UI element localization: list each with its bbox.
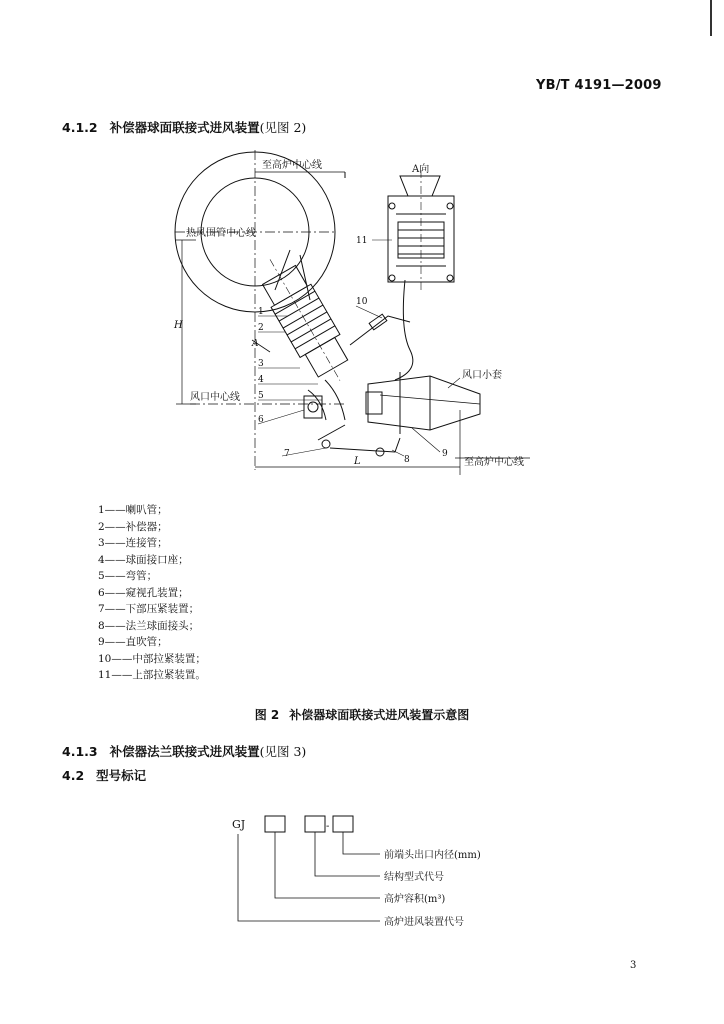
label-tuyere-small-sleeve: 风口小套 — [462, 370, 502, 381]
legend-item: 5——弯管； — [98, 570, 158, 582]
code-separator: - — [326, 821, 330, 832]
legend-item: 8——法兰球面接头； — [98, 619, 200, 632]
code-box-structure — [305, 816, 325, 832]
callout-11: 11 — [356, 236, 368, 246]
callout-9: 9 — [442, 449, 448, 459]
page-number: 3 — [630, 960, 637, 971]
section-number: 4.1.3 — [62, 744, 98, 759]
code-item-device: 高炉进风装置代号 — [384, 917, 464, 928]
legend-item: 1——喇叭管； — [98, 504, 168, 516]
code-item-diameter: 前端头出口内径(mm) — [384, 850, 481, 861]
caption-title: 补偿器球面联接式进风装置示意图 — [289, 708, 470, 722]
callout-10: 10 — [356, 297, 368, 307]
code-item-structure: 结构型式代号 — [384, 872, 444, 883]
label-tuyere-center: 风口中心线 — [190, 392, 240, 403]
section-title: 型号标记 — [96, 768, 147, 783]
figure-2-legend — [98, 502, 206, 684]
section-number: 4.1.2 — [62, 120, 98, 135]
label-to-furnace-center-top: 至高炉中心线 — [262, 160, 322, 171]
label-view-a: A向 — [412, 164, 430, 175]
code-box-volume — [265, 816, 285, 832]
callout-5: 5 — [258, 391, 264, 401]
legend-item: 9——直吹管； — [98, 636, 168, 648]
legend-item: 4——球面接口座； — [98, 553, 189, 566]
legend-item: 11——上部拉紧装置。 — [98, 669, 206, 681]
section-number: 4.2 — [62, 768, 85, 783]
legend-item: 3——连接管； — [98, 537, 168, 549]
callout-1: 1 — [258, 307, 264, 317]
callout-2: 2 — [258, 323, 264, 333]
label-dim-l: L — [354, 456, 361, 467]
section-figure-ref: (见图 3) — [259, 744, 307, 759]
legend-item: 6——窥视孔装置； — [98, 586, 189, 599]
callout-8: 8 — [404, 455, 410, 465]
section-title: 补偿器球面联接式进风装置 — [109, 120, 260, 135]
figure-2-caption — [0, 706, 724, 723]
label-dim-h: H — [174, 320, 183, 331]
callout-3: 3 — [258, 359, 264, 369]
callout-6: 6 — [258, 415, 264, 425]
code-item-volume: 高炉容积(m³) — [384, 894, 446, 905]
caption-number: 图 2 — [254, 708, 280, 722]
callout-7: 7 — [284, 449, 290, 459]
callout-4: 4 — [258, 375, 264, 385]
legend-item: 2——补偿器； — [98, 520, 168, 533]
section-figure-ref: (见图 2) — [259, 120, 307, 135]
section-title: 补偿器法兰联接式进风装置 — [109, 744, 260, 759]
label-hot-blast-center: 热风围管中心线 — [186, 228, 256, 239]
figure-2-drawing — [0, 0, 724, 500]
model-prefix: GJ — [232, 818, 246, 831]
section-heading-4-2 — [62, 766, 146, 784]
label-to-furnace-center-bottom: 至高炉中心线 — [464, 457, 524, 468]
label-arrow-a: A — [252, 339, 259, 349]
model-code-diagram — [0, 800, 724, 940]
legend-item: 10——中部拉紧装置； — [98, 652, 206, 665]
legend-item: 7——下部压紧装置； — [98, 603, 200, 615]
code-box-diameter — [333, 816, 353, 832]
section-heading-4-1-3 — [62, 742, 306, 760]
document-code: YB/T 4191—2009 — [536, 78, 662, 93]
